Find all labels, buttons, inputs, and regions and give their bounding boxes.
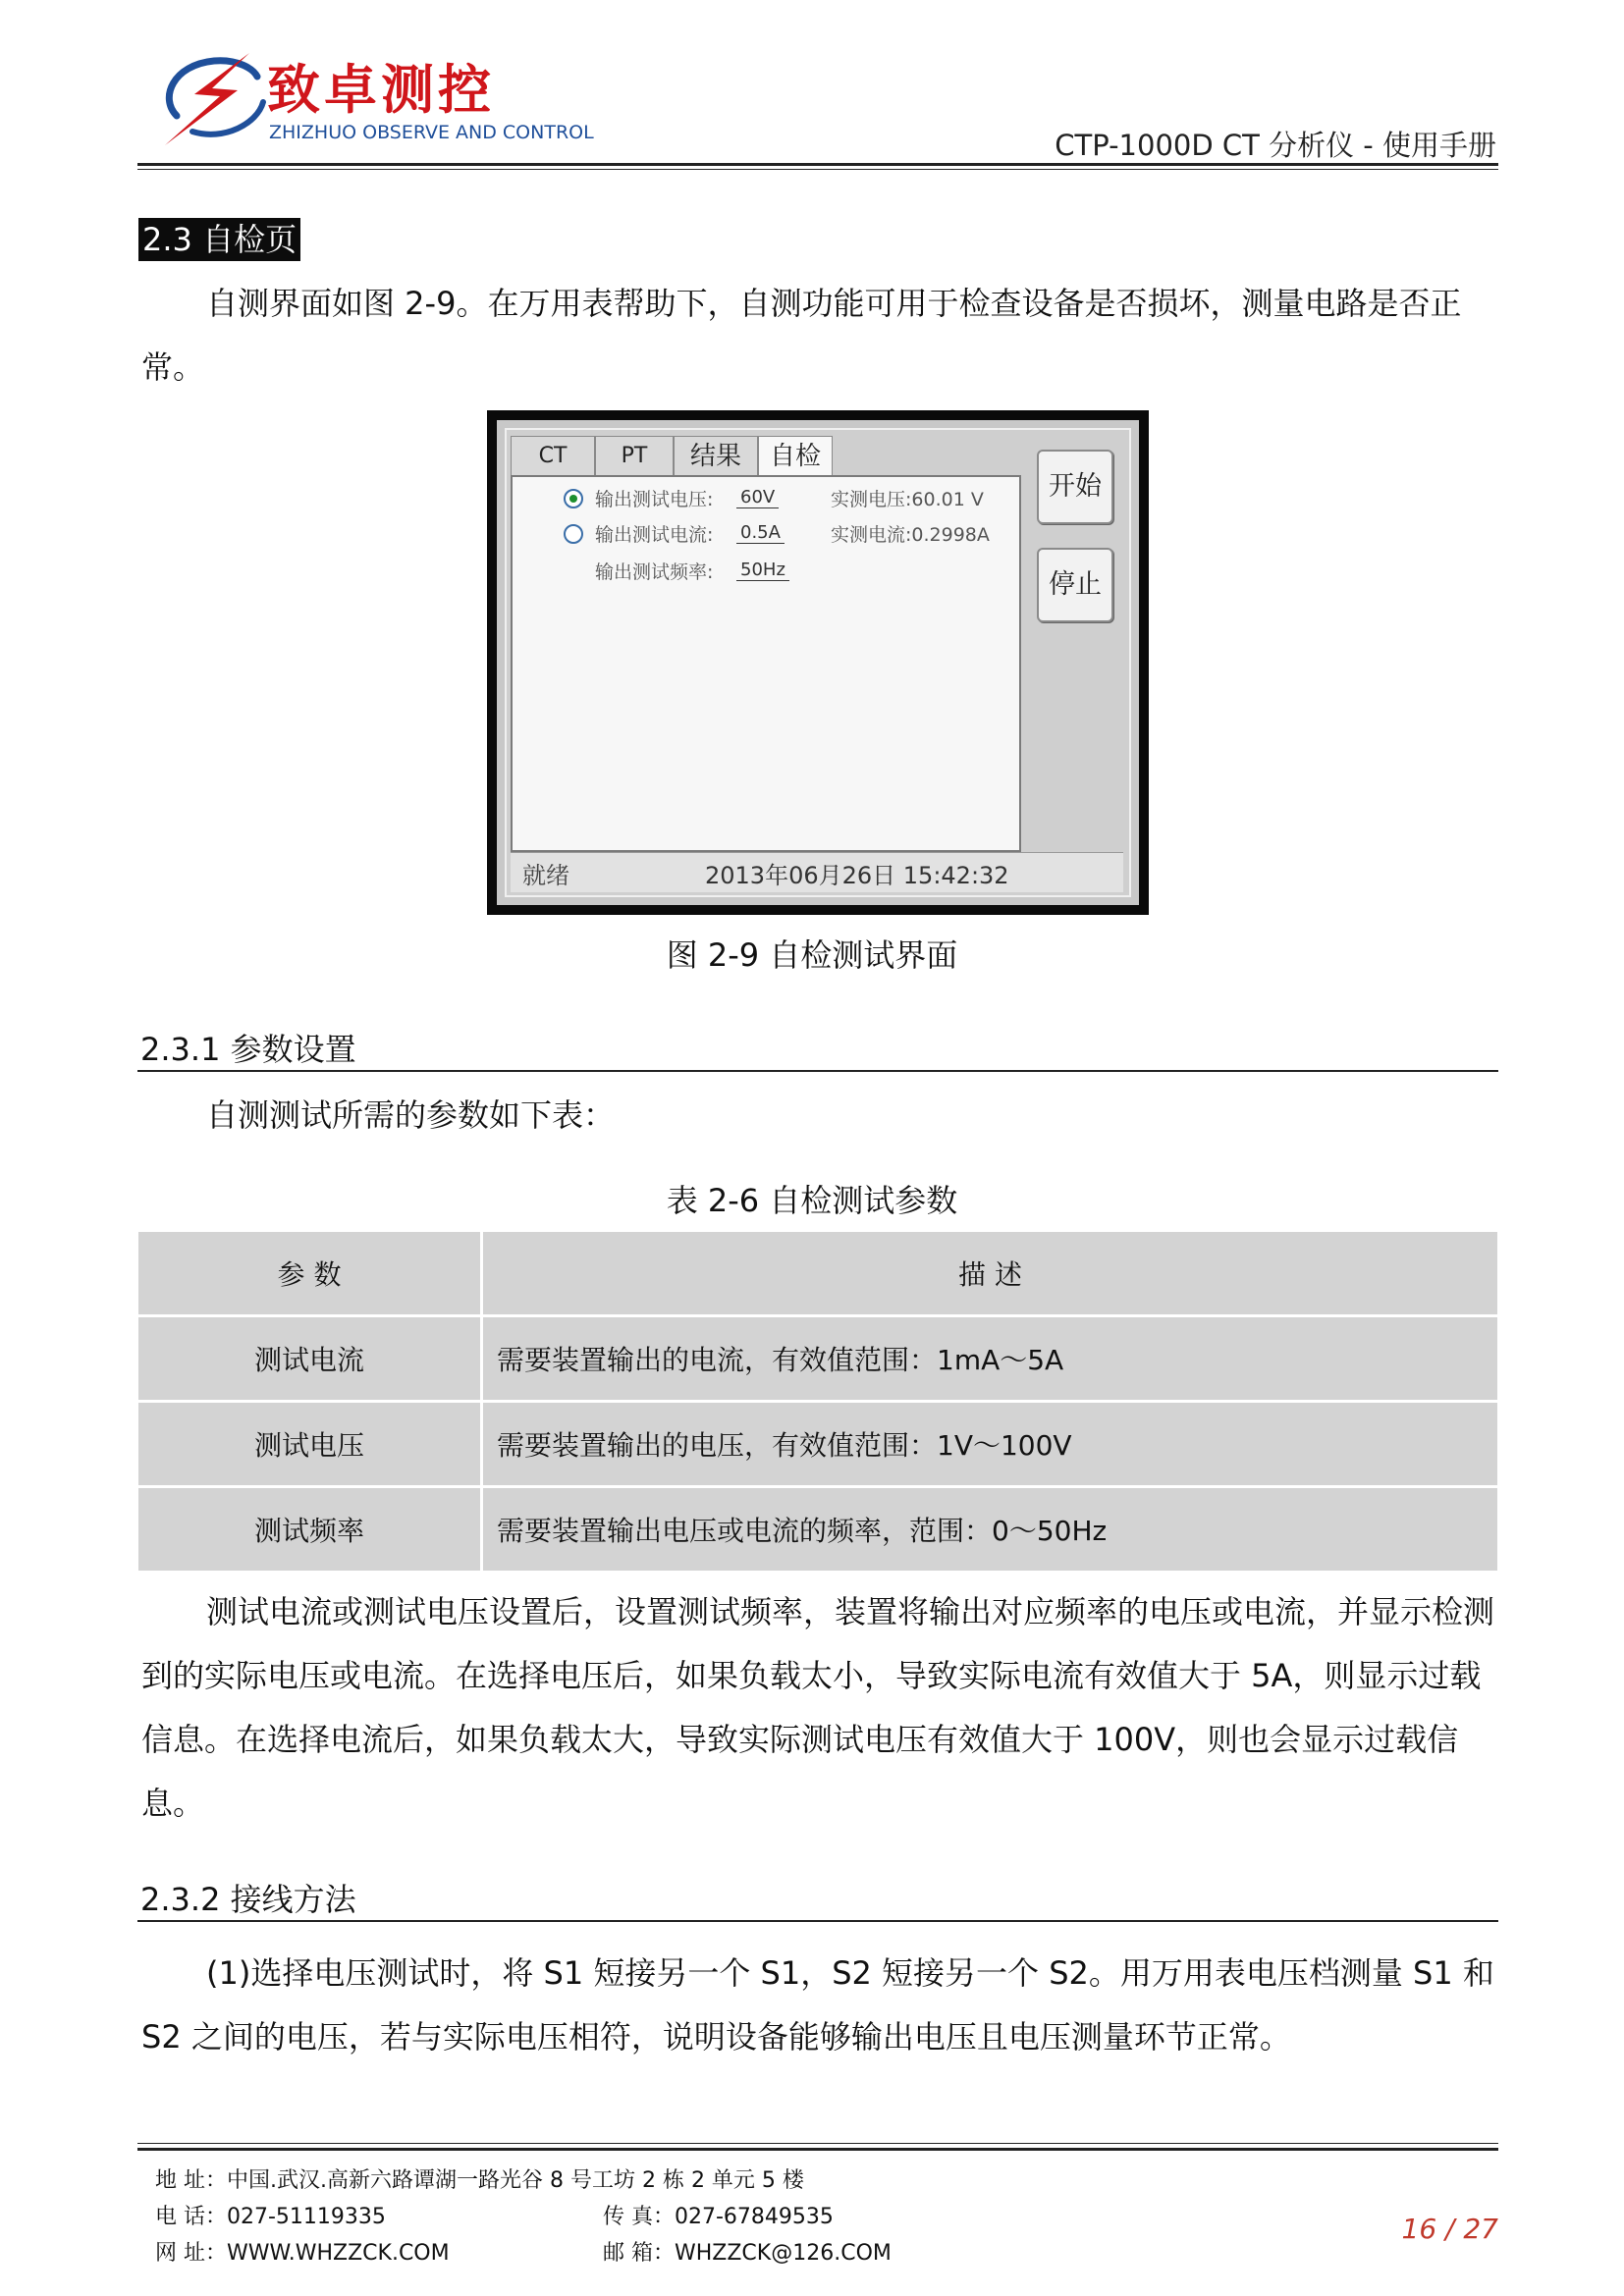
company-logo-icon bbox=[155, 47, 271, 151]
tab-ct[interactable]: CT bbox=[511, 436, 595, 475]
document-title: CTP-1000D CT 分析仪 - 使用手册 bbox=[1055, 129, 1496, 162]
stop-button[interactable]: 停止 bbox=[1037, 548, 1113, 622]
voltage-radio[interactable] bbox=[564, 489, 583, 508]
status-datetime: 2013年06月26日 15:42:32 bbox=[705, 862, 1009, 889]
table-row bbox=[138, 1488, 1497, 1574]
subsection-rule bbox=[137, 1070, 1498, 1072]
logo-english-name: ZHIZHUO OBSERVE AND CONTROL bbox=[269, 122, 594, 143]
output-frequency-label: 输出测试频率: bbox=[595, 561, 714, 583]
parameters-explanation-paragraph: 测试电流或测试电压设置后，设置测试频率，装置将输出对应频率的电压或电流，并显示检测到的实际电压或电流。在选择电压后，如果负载太小，导致实际电流有效值大于 5A，则显示过载信息。在选择电流后，如果负载太大，导致实际测试电压有效值大于 100V，则也会显示过载信息。 bbox=[141, 1593, 1495, 1822]
parameters-intro: 自测测试所需的参数如下表： bbox=[206, 1096, 616, 1134]
footer-fax: 传 真：027-67849535 bbox=[603, 2205, 834, 2229]
table-caption: 表 2-6 自检测试参数 bbox=[666, 1182, 958, 1219]
output-current-label: 输出测试电流: bbox=[595, 524, 714, 546]
subsection-heading-wiring: 2.3.2 接线方法 bbox=[140, 1881, 356, 1918]
footer-address: 地 址：中国.武汉.高新六路谭湖一路光谷 8 号工坊 2 栋 2 单元 5 楼 bbox=[155, 2168, 804, 2193]
table-cell-parameter: 测试频率 bbox=[138, 1488, 483, 1574]
footer-rule-thin bbox=[137, 2143, 1498, 2144]
table-row bbox=[138, 1317, 1497, 1403]
output-current-value[interactable]: 0.5A bbox=[736, 522, 785, 544]
footer-phone: 电 话：027-51119335 bbox=[155, 2205, 386, 2229]
measured-voltage-readout: 实测电压:60.01 V bbox=[831, 489, 984, 510]
section-heading: 2.3 自检页 bbox=[138, 218, 300, 261]
header-rule-thin bbox=[137, 169, 1498, 170]
tab-self-test[interactable]: 自检 bbox=[758, 436, 833, 475]
tab-pt[interactable]: PT bbox=[595, 436, 674, 475]
subsection-rule bbox=[137, 1920, 1498, 1922]
figure-caption: 图 2-9 自检测试界面 bbox=[666, 936, 958, 974]
table-cell-parameter: 测试电流 bbox=[138, 1317, 483, 1403]
output-voltage-value[interactable]: 60V bbox=[736, 487, 779, 508]
device-tab-bar bbox=[511, 436, 833, 475]
logo-chinese-name: 致卓测控 bbox=[267, 59, 495, 121]
table-cell-description: 需要装置输出电压或电流的频率，范围：0～50Hz bbox=[483, 1488, 1497, 1574]
status-text: 就绪 bbox=[522, 862, 569, 889]
tab-result[interactable]: 结果 bbox=[674, 436, 758, 475]
measured-current-readout: 实测电流:0.2998A bbox=[831, 524, 990, 546]
table-header-description: 描 述 bbox=[483, 1232, 1497, 1317]
footer-rule bbox=[137, 2148, 1498, 2151]
output-frequency-value[interactable]: 50Hz bbox=[736, 560, 789, 581]
output-voltage-label: 输出测试电压: bbox=[595, 489, 714, 510]
wiring-paragraph: (1)选择电压测试时，将 S1 短接另一个 S1，S2 短接另一个 S2。用万用表电压档测量 S1 和 S2 之间的电压，若与实际电压相符，说明设备能够输出电压且电压测量环节正常。 bbox=[141, 1954, 1494, 2056]
page-number: 16 / 27 bbox=[1401, 2213, 1498, 2245]
table-header-parameter: 参 数 bbox=[138, 1232, 483, 1317]
table-cell-description: 需要装置输出的电压，有效值范围：1V～100V bbox=[483, 1403, 1497, 1488]
current-radio[interactable] bbox=[564, 524, 583, 544]
header-rule bbox=[137, 163, 1498, 166]
table-cell-description: 需要装置输出的电流，有效值范围：1mA～5A bbox=[483, 1317, 1497, 1403]
footer-website[interactable]: 网 址：WWW.WHZZCK.COM bbox=[155, 2241, 450, 2266]
table-row bbox=[138, 1403, 1497, 1488]
table-header-row bbox=[138, 1232, 1497, 1317]
footer-email[interactable]: 邮 箱：WHZZCK@126.COM bbox=[603, 2241, 892, 2266]
table-cell-parameter: 测试电压 bbox=[138, 1403, 483, 1488]
subsection-heading-parameters: 2.3.1 参数设置 bbox=[140, 1031, 356, 1068]
start-button[interactable]: 开始 bbox=[1037, 450, 1113, 524]
self-test-parameter-table bbox=[138, 1232, 1497, 1574]
section-intro-paragraph: 自测界面如图 2-9。在万用表帮助下，自测功能可用于检查设备是否损坏，测量电路是否正常。 bbox=[141, 285, 1462, 386]
